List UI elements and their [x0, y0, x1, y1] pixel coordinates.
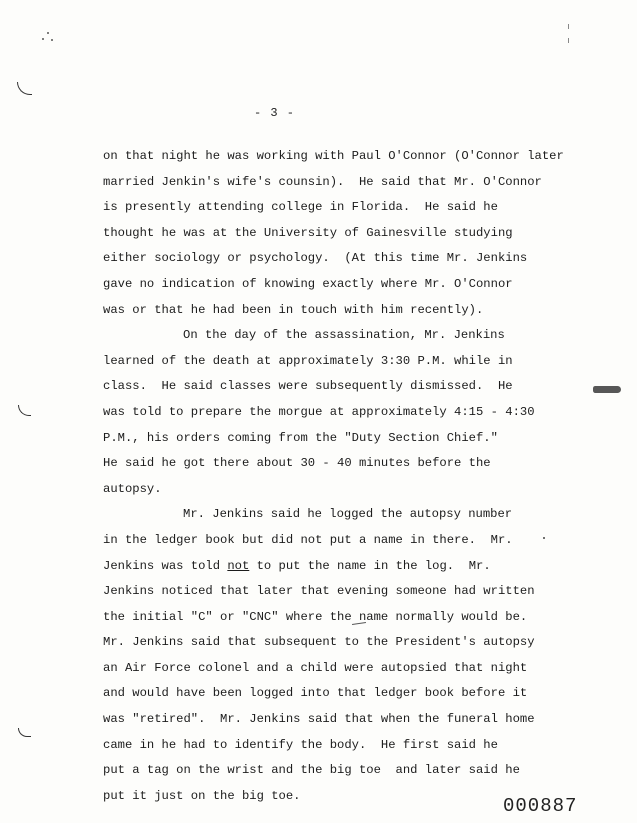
text-line: Mr. Jenkins said that subsequent to the President's autopsy: [103, 635, 535, 650]
text-segment: Jenkins was told: [103, 558, 228, 573]
text-line: put a tag on the wrist and the big toe and later said he: [103, 763, 520, 778]
document-id-stamp: 000887: [503, 795, 578, 817]
text-line: came in he had to identify the body. He first said he: [103, 737, 498, 752]
text-line: [103, 554, 603, 580]
text-line: was "retired". Mr. Jenkins said that when the funeral home: [103, 712, 535, 727]
text-line: an Air Force colonel and a child were autopsied that night: [103, 660, 528, 675]
text-line: On the day of the assassination, Mr. Jenkins: [183, 328, 505, 343]
scan-tick: [568, 24, 569, 29]
text-line: married Jenkin's wife's counsin). He said that Mr. O'Connor: [103, 174, 542, 189]
page-number: - 3 -: [254, 106, 296, 120]
scan-tick: [568, 38, 569, 43]
hole-punch-mark: [17, 82, 32, 95]
text-line: and would have been logged into that ledger book before it: [103, 686, 528, 701]
hole-punch-mark: [18, 405, 31, 416]
text-line: autopsy.: [103, 481, 162, 496]
text-line: put it just on the big toe.: [103, 788, 301, 803]
scan-speck-cluster: [42, 32, 54, 42]
text-line: thought he was at the University of Gainesville studying: [103, 225, 513, 240]
memo-body: [103, 144, 603, 809]
text-line: Jenkins noticed that later that evening someone had written: [103, 584, 535, 599]
text-line: Mr. Jenkins said he logged the autopsy number: [183, 507, 513, 522]
text-line: on that night he was working with Paul O'Connor (O'Connor later: [103, 149, 564, 163]
text-line: P.M., his orders coming from the "Duty Section Chief.": [103, 430, 498, 445]
text-line: gave no indication of knowing exactly where Mr. O'Connor: [103, 276, 513, 291]
text-line: either sociology or psychology. (At this time Mr. Jenkins: [103, 251, 528, 266]
text-line: He said he got there about 30 - 40 minutes before the: [103, 456, 491, 471]
text-line: in the ledger book but did not put a name in there. Mr.: [103, 532, 513, 547]
text-line: the initial "C" or "CNC" where the name normally would be.: [103, 609, 528, 624]
hole-punch-mark: [18, 728, 31, 737]
text-segment: to put the name in the log. Mr.: [249, 558, 491, 573]
underlined-word: not: [227, 558, 250, 573]
text-line: learned of the death at approximately 3:30 P.M. while in: [103, 353, 513, 368]
text-line: was or that he had been in touch with him recently).: [103, 302, 484, 317]
text-line: is presently attending college in Florida. He said he: [103, 200, 498, 215]
text-line: was told to prepare the morgue at approximately 4:15 - 4:30: [103, 404, 535, 419]
text-line: class. He said classes were subsequently dismissed. He: [103, 379, 513, 394]
